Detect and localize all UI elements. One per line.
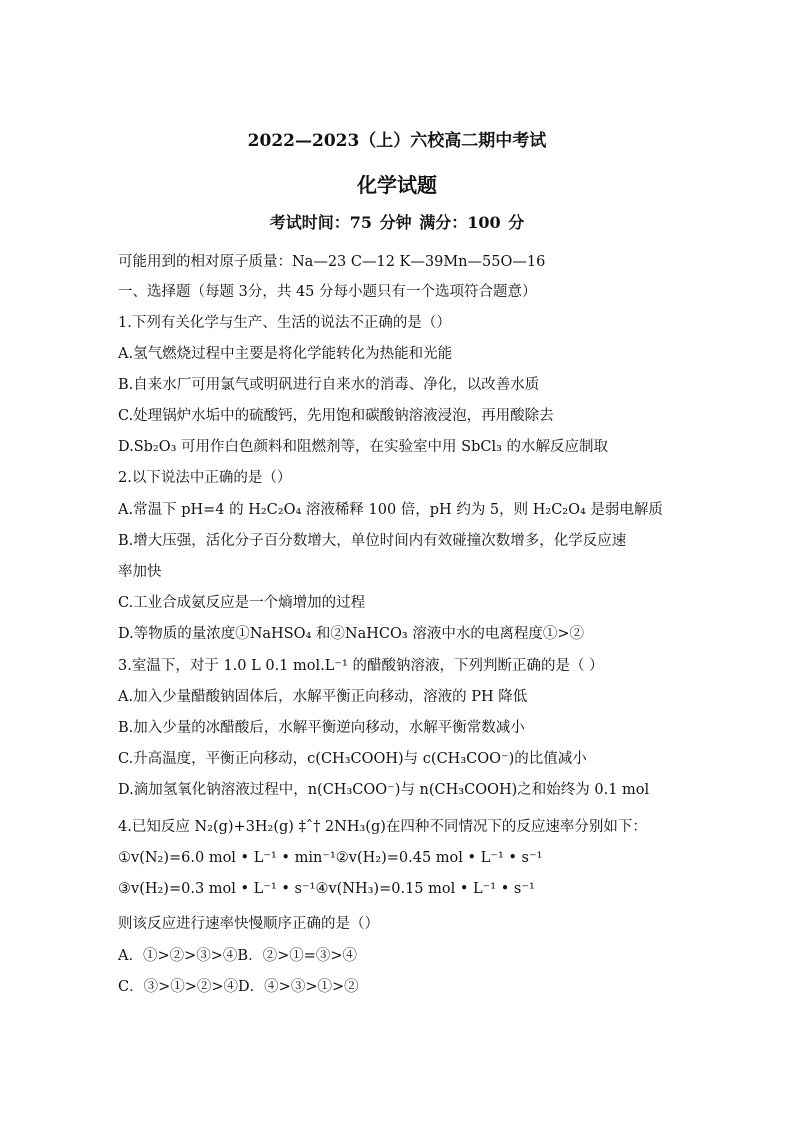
q4-question: 则该反应进行速率快慢顺序正确的是（） [118,916,379,932]
q4-rates-line2: ③v(H₂)=0.3 mol • L⁻¹ • s⁻¹④v(NH₃)=0.15 mol • L⁻¹ • s⁻¹ [118,881,535,897]
q2-option-d: D.等物质的量浓度①NaHSO₄ 和②NaHCO₃ 溶液中水的电离程度①>② [118,626,584,642]
section-heading: 一、选择题（每题 3分，共 45 分每小题只有一个选项符合题意） [118,284,537,300]
q3-option-c: C.升高温度，平衡正向移动，c(CH₃COOH)与 c(CH₃COO⁻)的比值减小 [118,751,587,767]
q1-option-a: A.氢气燃烧过程中主要是将化学能转化为热能和光能 [118,346,453,362]
q3-stem: 3.室温下，对于 1.0 L 0.1 mol.L⁻¹ 的醋酸钠溶液，下列判断正确的是（ ） [118,658,604,674]
exam-title: 2022—2023（上）六校高二期中考试 [247,131,547,151]
q2-option-a: A.常温下 pH=4 的 H₂C₂O₄ 溶液稀释 100 倍，pH 约为 5，则 H₂C₂O₄ 是弱电解质 [118,502,663,518]
q1-option-b: B.自来水厂可用氯气或明矾进行自来水的消毒、净化，以改善水质 [118,377,540,393]
q4-rates-line1: ①v(N₂)=6.0 mol • L⁻¹ • min⁻¹②v(H₂)=0.45 mol • L⁻¹ • s⁻¹ [118,850,543,866]
q2-stem: 2.以下说法中正确的是（） [118,470,292,486]
q4-stem: 4.已知反应 N₂(g)+3H₂(g) ‡ˆ† 2NH₃(g)在四种不同情况下的反应速率分别如下： [118,819,647,835]
exam-time-info: 考试时间：75 分钟 满分：100 分 [269,213,525,232]
q2-option-b: B.增大压强，活化分子百分数增大，单位时间内有效碰撞次数增多，化学反应速 [118,533,627,549]
exam-subject: 化学试题 [357,173,437,197]
q2-option-c: C.工业合成氨反应是一个熵增加的过程 [118,595,366,611]
q3-option-d: D.滴加氢氧化钠溶液过程中，n(CH₃COO⁻)与 n(CH₃COOH)之和始终为 0.1 mol [118,782,650,798]
q1-option-d: D.Sb₂O₃ 可用作白色颜料和阻燃剂等，在实验室中用 SbCl₃ 的水解反应制取 [118,439,609,455]
q1-option-c: C.处理锅炉水垢中的硫酸钙，先用饱和碳酸钠溶液浸泡，再用酸除去 [118,408,554,424]
q3-option-b: B.加入少量的冰醋酸后，水解平衡逆向移动，水解平衡常数减小 [118,720,525,736]
q4-options-cd: C．③>①>②>④D．④>③>①>② [118,979,359,995]
q4-options-ab: A．①>②>③>④B．②>①=③>④ [118,948,358,964]
q3-option-a: A.加入少量醋酸钠固体后，水解平衡正向移动，溶液的 PH 降低 [118,689,528,705]
q1-stem: 1.下列有关化学与生产、生活的说法不正确的是（） [118,315,451,331]
atomic-masses: 可能用到的相对原子质量：Na—23 C—12 K—39Mn—55O—16 [118,254,546,270]
q2-option-b-cont: 率加快 [118,564,162,580]
